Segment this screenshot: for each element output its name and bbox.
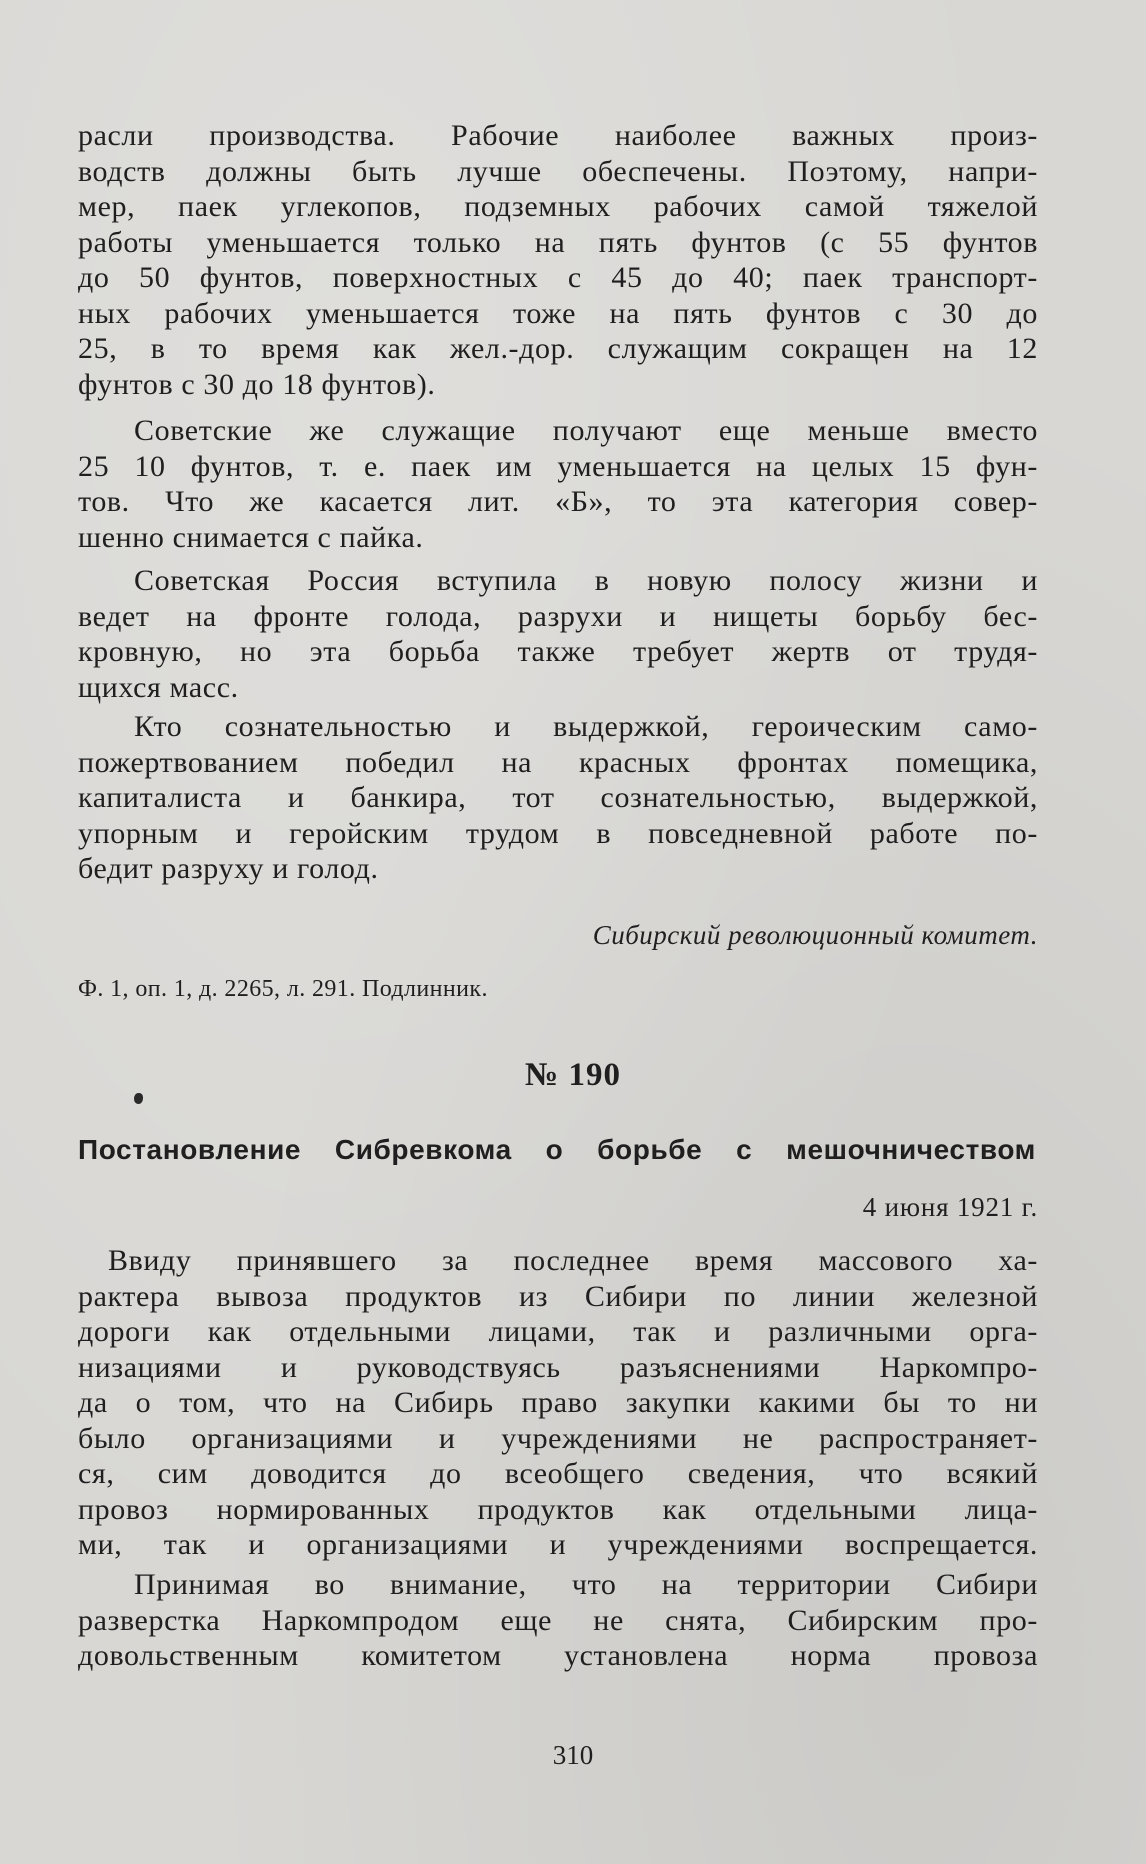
text-line: Советская Россия вступила в новую полосу жизни и — [134, 564, 1038, 597]
text-line: фунтов с 30 до 18 фунтов). — [78, 367, 436, 401]
text-line: тов. Что же касается лит. «Б», то эта категория совер- — [78, 485, 1038, 518]
document-date: 4 июня 1921 г. — [862, 1192, 1038, 1222]
text-line: кровную, но эта борьба также требует жертв от трудя- — [78, 635, 1038, 668]
document-number: № 190 — [525, 1057, 621, 1093]
text-line: было организациями и учреждениями не распространяет- — [78, 1421, 1038, 1455]
text-line: довольственным комитетом установлена норма провоза — [78, 1639, 1038, 1672]
text-line: рактера вывоза продуктов из Сибири по линии железной — [78, 1279, 1038, 1313]
text-line: Ввиду принявшего за последнее время массового ха- — [108, 1244, 1038, 1277]
text-line: шенно снимается с пайка. — [78, 520, 424, 554]
text-line: низациями и руководствуясь разъяснениями Наркомпро- — [78, 1350, 1038, 1384]
text-line: провоз нормированных продуктов как отдельными лица- — [78, 1492, 1038, 1526]
document-paragraph-2 — [78, 1567, 1038, 1674]
text-line: ных рабочих уменьшается тоже на пять фунтов с 30 до — [78, 296, 1038, 330]
paragraph-1 — [78, 118, 1038, 402]
text-line: водств должны быть лучше обеспечены. Поэтому, напри- — [78, 154, 1038, 188]
text-line: щихся масс. — [78, 670, 239, 704]
text-line: да о том, что на Сибирь право закупки какими бы то ни — [78, 1386, 1038, 1419]
archive-reference: Ф. 1, оп. 1, д. 2265, л. 291. Подлинник. — [78, 976, 488, 1002]
document-paragraph-1 — [78, 1243, 1038, 1563]
text-line: 25 10 фунтов, т. е. паек им уменьшается на целых 15 фун- — [78, 449, 1038, 483]
text-line: ми, так и организациями и учреждениями воспрещается. — [78, 1528, 1038, 1561]
text-line: Кто сознательностью и выдержкой, героическим само- — [134, 710, 1038, 743]
text-line: разверстка Наркомпродом еще не снята, Сибирским про- — [78, 1603, 1038, 1637]
document-title: Постановление Сибревкома о борьбе с мешочничеством — [78, 1134, 1036, 1165]
text-line: работы уменьшается только на пять фунтов (с 55 фунтов — [78, 225, 1038, 259]
text-line: пожертвованием победил на красных фронтах помещика, — [78, 745, 1038, 779]
text-line: Принимая во внимание, что на территории Сибири — [134, 1568, 1038, 1601]
text-line: ся, сим доводится до всеобщего сведения, что всякий — [78, 1457, 1038, 1490]
paragraph-2 — [78, 413, 1038, 555]
text-line: Советские же служащие получают еще меньше вместо — [134, 414, 1038, 447]
paragraph-4 — [78, 709, 1038, 887]
paragraph-3 — [78, 563, 1038, 705]
text-line: бедит разруху и голод. — [78, 852, 379, 885]
page-number: 310 — [552, 1740, 594, 1770]
text-line: упорным и геройским трудом в повседневной работе по- — [78, 816, 1038, 850]
text-line: 25, в то время как жел.-дор. служащим сокращен на 12 — [78, 332, 1038, 365]
text-line: дороги как отдельными лицами, так и различными орга- — [78, 1315, 1038, 1348]
ink-speck — [134, 1093, 143, 1104]
signature: Сибирский революционный комитет. — [592, 920, 1038, 950]
text-line: мер, паек углекопов, подземных рабочих самой тяжелой — [78, 190, 1038, 223]
text-line: ведет на фронте голода, разрухи и нищеты борьбу бес- — [78, 599, 1038, 633]
text-line: расли производства. Рабочие наиболее важных произ- — [78, 119, 1038, 152]
text-line: капиталиста и банкира, тот сознательностью, выдержкой, — [78, 781, 1038, 814]
text-line: до 50 фунтов, поверхностных с 45 до 40; паек транспорт- — [78, 261, 1038, 294]
